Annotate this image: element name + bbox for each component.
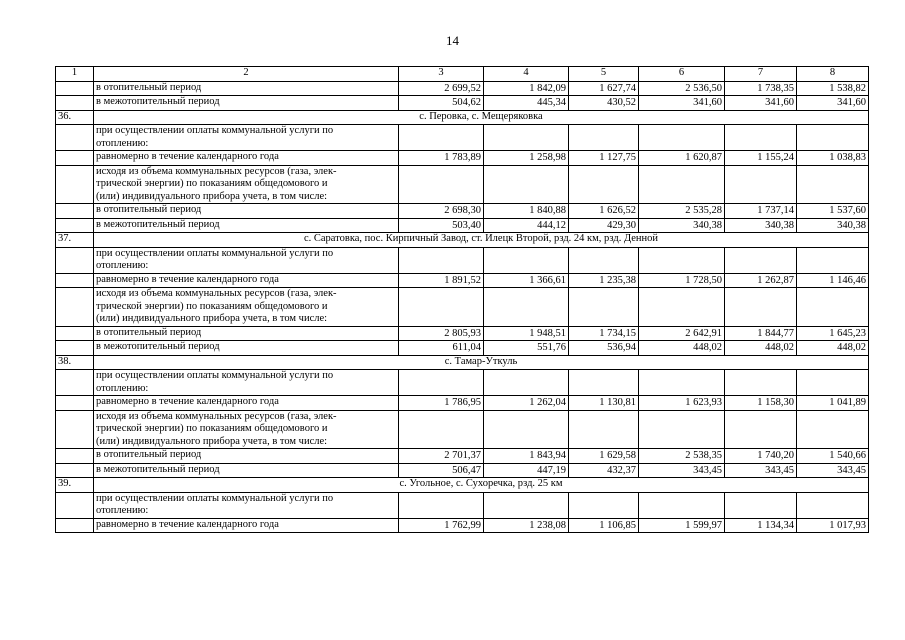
row-description [94, 125, 399, 151]
description-line: отоплению: [96, 260, 149, 271]
tariff-table [55, 66, 869, 533]
empty-value-cell [639, 247, 725, 273]
empty-value-cell [797, 288, 869, 327]
section-row [56, 233, 869, 248]
value-cell: 448,02 [639, 341, 725, 356]
value-cell: 447,19 [484, 463, 569, 478]
row-number-cell [56, 288, 94, 327]
data-row [56, 96, 869, 111]
row-number-cell [56, 518, 94, 533]
value-cell: 2 538,35 [639, 449, 725, 464]
row-number-cell [56, 449, 94, 464]
value-cell: 1 629,58 [569, 449, 639, 464]
value-cell: 430,52 [569, 96, 639, 111]
row-number-cell [56, 81, 94, 96]
empty-value-cell [797, 125, 869, 151]
description-line: отоплению: [96, 382, 149, 394]
description-row [56, 370, 869, 396]
row-number-cell [56, 218, 94, 233]
description-line: при осуществлении оплаты коммунальной услуги по [96, 492, 334, 504]
empty-value-cell [725, 288, 797, 327]
empty-value-cell [639, 165, 725, 204]
value-cell: 1 127,75 [569, 151, 639, 166]
value-cell: 429,30 [569, 218, 639, 233]
value-cell: 503,40 [399, 218, 484, 233]
row-number-cell [56, 151, 94, 166]
value-cell: 340,38 [639, 218, 725, 233]
data-row [56, 81, 869, 96]
description-line: исходя из объема коммунальных ресурсов (газа, элек- [96, 165, 337, 177]
value-cell: 340,38 [725, 218, 797, 233]
row-label: в отопительный период [94, 204, 399, 219]
row-number-cell [56, 492, 94, 518]
empty-value-cell [639, 492, 725, 518]
value-cell: 1 038,83 [797, 151, 869, 166]
value-cell: 341,60 [725, 96, 797, 111]
value-cell: 341,60 [797, 96, 869, 111]
column-number-header: 2 [94, 67, 399, 82]
row-number-cell [56, 341, 94, 356]
empty-value-cell [797, 247, 869, 273]
section-title: с. Тамар-Уткуль [94, 355, 869, 370]
empty-value-cell [399, 410, 484, 449]
empty-value-cell [484, 125, 569, 151]
row-label: в межотопительный период [94, 463, 399, 478]
value-cell: 1 599,97 [639, 518, 725, 533]
empty-value-cell [484, 492, 569, 518]
value-cell: 445,34 [484, 96, 569, 111]
description-line: (или) индивидуального прибора учета, в том числе: [96, 313, 328, 324]
empty-value-cell [484, 288, 569, 327]
value-cell: 1 106,85 [569, 518, 639, 533]
section-number: 36. [56, 110, 94, 125]
value-cell: 1 146,46 [797, 273, 869, 288]
empty-value-cell [399, 492, 484, 518]
row-description [94, 370, 399, 396]
description-line: при осуществлении оплаты коммунальной услуги по [96, 125, 334, 136]
row-number-cell [56, 125, 94, 151]
section-title: с. Угольное, с. Сухоречка, рзд. 25 км [94, 478, 869, 493]
description-row [56, 410, 869, 449]
empty-value-cell [484, 410, 569, 449]
value-cell: 2 701,37 [399, 449, 484, 464]
empty-value-cell [569, 165, 639, 204]
description-line: при осуществлении оплаты коммунальной услуги по [96, 370, 334, 381]
data-row [56, 151, 869, 166]
description-line: при осуществлении оплаты коммунальной услуги по [96, 247, 334, 259]
row-label: в межотопительный период [94, 341, 399, 356]
value-cell: 343,45 [725, 463, 797, 478]
row-number-cell [56, 410, 94, 449]
data-row [56, 218, 869, 233]
column-number-header: 4 [484, 67, 569, 82]
row-label: в межотопительный период [94, 96, 399, 111]
value-cell: 448,02 [725, 341, 797, 356]
row-number-cell [56, 396, 94, 411]
value-cell: 1 134,34 [725, 518, 797, 533]
empty-value-cell [569, 370, 639, 396]
empty-value-cell [639, 288, 725, 327]
value-cell: 1 623,93 [639, 396, 725, 411]
value-cell: 1 041,89 [797, 396, 869, 411]
value-cell: 536,94 [569, 341, 639, 356]
empty-value-cell [399, 125, 484, 151]
value-cell: 1 734,15 [569, 326, 639, 341]
row-label: равномерно в течение календарного года [94, 518, 399, 533]
empty-value-cell [399, 247, 484, 273]
row-label: в отопительный период [94, 326, 399, 341]
empty-value-cell [569, 125, 639, 151]
data-row [56, 449, 869, 464]
description-row [56, 492, 869, 518]
column-number-header: 7 [725, 67, 797, 82]
column-number-header: 6 [639, 67, 725, 82]
value-cell: 1 626,52 [569, 204, 639, 219]
value-cell: 1 645,23 [797, 326, 869, 341]
row-description [94, 247, 399, 273]
value-cell: 1 238,08 [484, 518, 569, 533]
value-cell: 343,45 [797, 463, 869, 478]
column-number-header: 3 [399, 67, 484, 82]
empty-value-cell [797, 165, 869, 204]
value-cell: 1 740,20 [725, 449, 797, 464]
value-cell: 1 158,30 [725, 396, 797, 411]
description-row [56, 288, 869, 327]
value-cell: 432,37 [569, 463, 639, 478]
row-number-cell [56, 326, 94, 341]
row-number-cell [56, 96, 94, 111]
empty-value-cell [725, 492, 797, 518]
row-number-cell [56, 370, 94, 396]
value-cell: 506,47 [399, 463, 484, 478]
value-cell: 1 842,09 [484, 81, 569, 96]
description-line: трической энергии) по показаниям общедомового и [96, 178, 328, 189]
empty-value-cell [399, 370, 484, 396]
description-row [56, 125, 869, 151]
value-cell: 2 535,28 [639, 204, 725, 219]
value-cell: 1 620,87 [639, 151, 725, 166]
empty-value-cell [484, 247, 569, 273]
value-cell: 1 783,89 [399, 151, 484, 166]
value-cell: 1 738,35 [725, 81, 797, 96]
data-row [56, 396, 869, 411]
section-row [56, 355, 869, 370]
value-cell: 448,02 [797, 341, 869, 356]
row-description [94, 410, 399, 449]
empty-value-cell [569, 492, 639, 518]
empty-value-cell [797, 410, 869, 449]
value-cell: 1 762,99 [399, 518, 484, 533]
value-cell: 1 130,81 [569, 396, 639, 411]
empty-value-cell [484, 370, 569, 396]
value-cell: 1 737,14 [725, 204, 797, 219]
empty-value-cell [639, 125, 725, 151]
description-line: отоплению: [96, 137, 149, 149]
row-number-cell [56, 247, 94, 273]
section-number: 39. [56, 478, 94, 493]
description-line: (или) индивидуального прибора учета, в том числе: [96, 190, 328, 202]
section-number: 38. [56, 355, 94, 370]
empty-value-cell [725, 370, 797, 396]
row-label: в отопительный период [94, 449, 399, 464]
value-cell: 1 843,94 [484, 449, 569, 464]
empty-value-cell [725, 165, 797, 204]
empty-value-cell [569, 288, 639, 327]
value-cell: 504,62 [399, 96, 484, 111]
value-cell: 1 891,52 [399, 273, 484, 288]
row-description [94, 492, 399, 518]
value-cell: 1 155,24 [725, 151, 797, 166]
empty-value-cell [639, 410, 725, 449]
row-number-cell [56, 273, 94, 288]
value-cell: 1 235,38 [569, 273, 639, 288]
section-number: 37. [56, 233, 94, 248]
empty-value-cell [725, 247, 797, 273]
column-number-header: 8 [797, 67, 869, 82]
page-number: 14 [446, 33, 459, 48]
description-row [56, 247, 869, 273]
description-line: отоплению: [96, 505, 149, 516]
value-cell: 1 786,95 [399, 396, 484, 411]
row-number-cell [56, 204, 94, 219]
description-line: трической энергии) по показаниям общедомового и [96, 300, 328, 312]
value-cell: 1 262,87 [725, 273, 797, 288]
description-line: исходя из объема коммунальных ресурсов (газа, элек- [96, 288, 337, 299]
value-cell: 1 366,61 [484, 273, 569, 288]
empty-value-cell [639, 370, 725, 396]
empty-value-cell [484, 165, 569, 204]
column-number-header: 1 [56, 67, 94, 82]
data-row [56, 326, 869, 341]
value-cell: 1 728,50 [639, 273, 725, 288]
value-cell: 1 840,88 [484, 204, 569, 219]
section-title: с. Перовка, с. Мещеряковка [94, 110, 869, 125]
value-cell: 340,38 [797, 218, 869, 233]
value-cell: 1 258,98 [484, 151, 569, 166]
value-cell: 611,04 [399, 341, 484, 356]
value-cell: 444,12 [484, 218, 569, 233]
value-cell: 341,60 [639, 96, 725, 111]
value-cell: 2 536,50 [639, 81, 725, 96]
value-cell: 551,76 [484, 341, 569, 356]
value-cell: 2 642,91 [639, 326, 725, 341]
column-number-header: 5 [569, 67, 639, 82]
row-number-cell [56, 165, 94, 204]
data-row [56, 273, 869, 288]
row-number-cell [56, 463, 94, 478]
empty-value-cell [399, 288, 484, 327]
row-description [94, 165, 399, 204]
description-line: трической энергии) по показаниям общедомового и [96, 423, 328, 434]
row-label: в отопительный период [94, 81, 399, 96]
value-cell: 1 540,66 [797, 449, 869, 464]
data-row [56, 518, 869, 533]
empty-value-cell [569, 410, 639, 449]
empty-value-cell [797, 370, 869, 396]
section-title: с. Саратовка, пос. Кирпичный Завод, ст. Илецк Второй, рзд. 24 км, рзд. Денной [94, 233, 869, 248]
row-label: равномерно в течение календарного года [94, 151, 399, 166]
value-cell: 1 948,51 [484, 326, 569, 341]
row-description [94, 288, 399, 327]
value-cell: 1 627,74 [569, 81, 639, 96]
value-cell: 1 262,04 [484, 396, 569, 411]
data-row [56, 463, 869, 478]
value-cell: 1 017,93 [797, 518, 869, 533]
value-cell: 1 537,60 [797, 204, 869, 219]
value-cell: 1 538,82 [797, 81, 869, 96]
value-cell: 2 699,52 [399, 81, 484, 96]
empty-value-cell [569, 247, 639, 273]
data-row [56, 204, 869, 219]
row-label: в межотопительный период [94, 218, 399, 233]
empty-value-cell [399, 165, 484, 204]
value-cell: 1 844,77 [725, 326, 797, 341]
empty-value-cell [725, 125, 797, 151]
header-row [56, 67, 869, 82]
empty-value-cell [725, 410, 797, 449]
section-row [56, 110, 869, 125]
row-label: равномерно в течение календарного года [94, 396, 399, 411]
value-cell: 2 698,30 [399, 204, 484, 219]
value-cell: 343,45 [639, 463, 725, 478]
empty-value-cell [797, 492, 869, 518]
description-row [56, 165, 869, 204]
section-row [56, 478, 869, 493]
description-line: (или) индивидуального прибора учета, в том числе: [96, 435, 328, 447]
value-cell: 2 805,93 [399, 326, 484, 341]
row-label: равномерно в течение календарного года [94, 273, 399, 288]
data-row [56, 341, 869, 356]
description-line: исходя из объема коммунальных ресурсов (газа, элек- [96, 410, 337, 422]
